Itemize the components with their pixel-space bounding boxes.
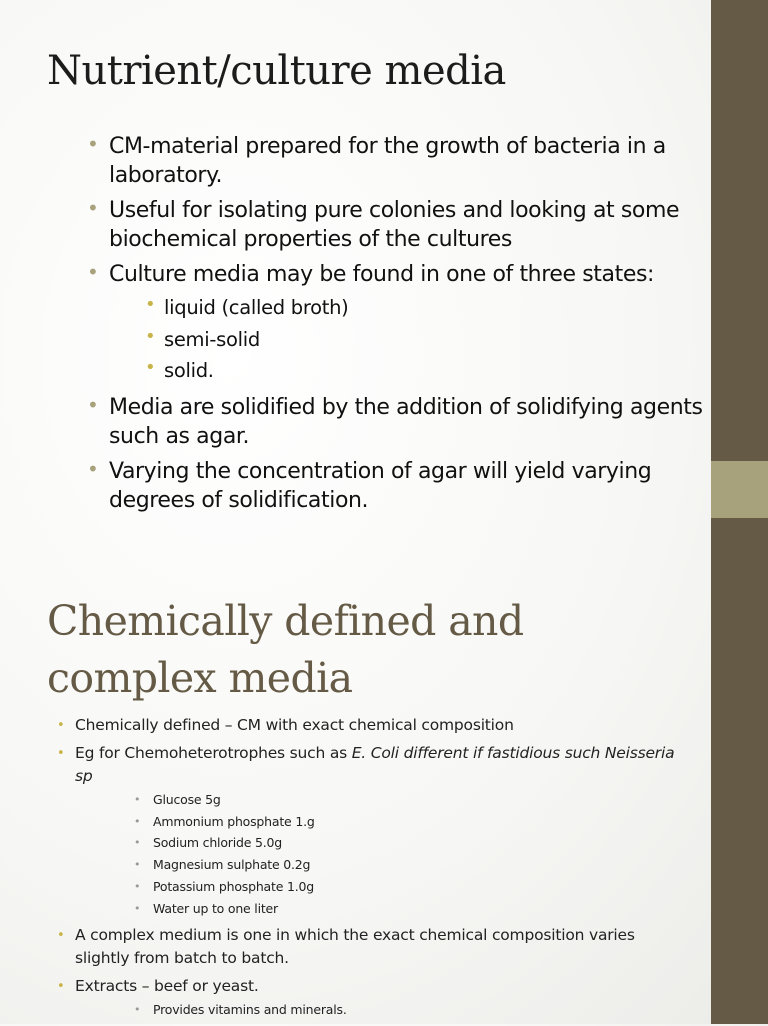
- bullet-icon: •: [87, 196, 99, 220]
- list-item: • CM-material prepared for the growth of bacteria in a laboratory.: [87, 132, 666, 188]
- nutrient-media-bullet-list: [0, 132, 710, 521]
- bullet-icon: •: [87, 392, 99, 417]
- list-item: • semi-solid: [109, 324, 709, 356]
- list-item: • Water up to one liter: [75, 898, 675, 920]
- list-item: • Useful for isolating pure colonies and looking at some biochemical properties of the cultures: [87, 196, 680, 252]
- list-item: • Potassium phosphate 1.0g: [75, 876, 675, 898]
- bullet-icon: •: [134, 901, 141, 915]
- bullet-icon: •: [57, 718, 65, 733]
- list-item: • Sodium chloride 5.0g: [75, 832, 675, 854]
- extracts-sublist: [75, 999, 675, 1021]
- bullet-icon: •: [87, 456, 99, 481]
- bullet-icon: •: [57, 928, 65, 944]
- list-item: • Extracts – beef or yeast. • Provides vitamins and minerals.: [0, 975, 675, 1021]
- bullet-icon: •: [134, 858, 141, 872]
- list-item: • Glucose 5g: [75, 789, 675, 811]
- states-sublist: [109, 292, 709, 387]
- bullet-icon: •: [134, 879, 141, 893]
- list-item: • Media are solidified by the addition of solidifying agents such as agar.: [87, 392, 703, 449]
- list-item: • liquid (called broth): [109, 292, 709, 324]
- list-item: • solid.: [109, 355, 709, 387]
- ingredients-sublist: [75, 789, 675, 919]
- list-item: • Provides vitamins and minerals.: [75, 999, 675, 1021]
- list-item: • Eg for Chemoheterotrophes such as E. Coli different if fastidious such Neisseria sp • Glucose 5g • Ammonium phosphate 1.g • Sodium chloride 5.0g • Magnesium sulphate 0.2g • Potassium phosphate 1.0g • Water up to one liter: [0, 742, 675, 919]
- bullet-icon: •: [87, 132, 99, 156]
- list-item: • Ammonium phosphate 1.g: [75, 811, 675, 833]
- bullet-icon: •: [145, 357, 156, 378]
- slide-title-nutrient-media: Nutrient/culture media: [47, 48, 506, 94]
- bullet-icon: •: [87, 260, 99, 284]
- media-types-bullet-list: [0, 714, 710, 1026]
- list-item: • Magnesium sulphate 0.2g: [75, 854, 675, 876]
- bullet-icon: •: [57, 746, 65, 761]
- bullet-icon: •: [134, 793, 141, 806]
- bullet-icon: •: [134, 1003, 141, 1017]
- bullet-icon: •: [57, 979, 65, 995]
- list-item: • A complex medium is one in which the exact chemical composition varies slightly from batch to batch.: [57, 926, 635, 968]
- list-item: • Culture media may be found in one of three states: • liquid (called broth) • semi-solid • solid.: [0, 260, 709, 387]
- bullet-icon: •: [134, 814, 141, 828]
- sidebar-accent-block: [711, 461, 768, 518]
- list-item: • Varying the concentration of agar will yield varying degrees of solidification.: [87, 456, 652, 513]
- bullet-icon: •: [134, 836, 141, 850]
- bullet-icon: •: [145, 294, 156, 315]
- list-item: • Chemically defined – CM with exact chemical composition: [0, 714, 675, 737]
- bullet-icon: •: [145, 325, 156, 347]
- slide-title-chemically-defined: Chemically defined and complex media: [47, 597, 524, 702]
